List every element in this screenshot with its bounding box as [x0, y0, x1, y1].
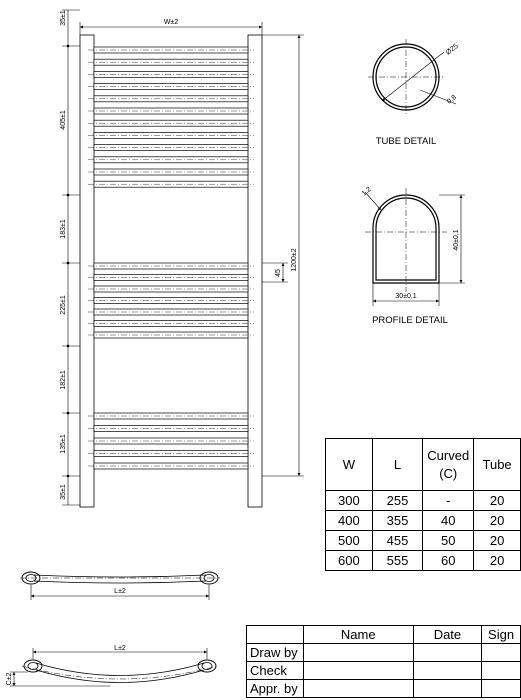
cell: 255 [372, 491, 423, 511]
cell: 20 [474, 531, 521, 551]
curve-dim-text: C±2 [6, 672, 13, 686]
header-tube: Tube [474, 439, 521, 491]
tb-row-label: Check [247, 662, 304, 680]
tb-date-cell[interactable] [413, 662, 481, 680]
cell: 20 [474, 491, 521, 511]
table-row [247, 662, 521, 680]
top-view-length-text: L±2 [114, 588, 126, 595]
table-row [326, 491, 521, 511]
cell: 455 [372, 531, 423, 551]
cell: 20 [474, 511, 521, 531]
spec-header-row [326, 439, 521, 491]
spec-table [325, 438, 521, 571]
header-l: L [372, 439, 423, 491]
front-view [80, 35, 262, 507]
table-row [247, 644, 521, 662]
tb-sign-cell[interactable] [482, 662, 521, 680]
table-row [326, 551, 521, 571]
tb-name-cell[interactable] [303, 680, 413, 698]
tube-detail-title: TUBE DETAIL [375, 136, 437, 147]
dim-135: 135±1 [60, 434, 67, 454]
top-view [20, 572, 220, 600]
dim-35-top: 35±1 [60, 10, 67, 26]
height-dim-text: 1200±2 [291, 248, 298, 272]
cell: 40 [423, 511, 474, 531]
tb-header-date: Date [413, 626, 481, 644]
header-w: W [326, 439, 373, 491]
cell: 555 [372, 551, 423, 571]
tube-wall-text: 0,8 [445, 94, 458, 106]
left-collector [80, 35, 94, 507]
dim-225: 225±1 [60, 295, 67, 315]
tb-header-blank [247, 626, 304, 644]
tube-detail [368, 39, 456, 115]
cell: - [423, 491, 474, 511]
dim-405: 405±1 [60, 110, 67, 130]
table-row [326, 511, 521, 531]
tb-row-label: Appr. by [247, 680, 304, 698]
profile-height-text: 40±0,1 [453, 229, 460, 251]
cell: 20 [474, 551, 521, 571]
profile-width-text: 30±0,1 [395, 293, 417, 300]
tb-header-name: Name [303, 626, 413, 644]
profile-detail [365, 188, 465, 306]
cell: 60 [423, 551, 474, 571]
cell: 400 [326, 511, 373, 531]
tb-name-cell[interactable] [303, 644, 413, 662]
dim-35-bottom: 35±1 [60, 484, 67, 500]
title-block-header [247, 626, 521, 644]
tb-date-cell[interactable] [413, 680, 481, 698]
horizontal-bars [88, 47, 254, 469]
curved-view [10, 648, 218, 686]
cell: 600 [326, 551, 373, 571]
title-block [246, 625, 521, 698]
tb-sign-cell[interactable] [482, 680, 521, 698]
table-row [247, 680, 521, 698]
tb-sign-cell[interactable] [482, 644, 521, 662]
header-curved: Curved (C) [423, 439, 474, 491]
left-chain-dimension [62, 10, 80, 505]
profile-detail-title: PROFILE DETAIL [372, 315, 448, 326]
cell: 300 [326, 491, 373, 511]
bar-spacing-text: 45 [275, 269, 282, 277]
tb-header-sign: Sign [482, 626, 521, 644]
cell: 500 [326, 531, 373, 551]
table-row [326, 531, 521, 551]
right-collector [248, 35, 262, 507]
cell: 50 [423, 531, 474, 551]
tb-name-cell[interactable] [303, 662, 413, 680]
cell: 355 [372, 511, 423, 531]
tube-diameter-text: Ø25 [444, 42, 460, 57]
tb-row-label: Draw by [247, 644, 304, 662]
curved-view-length-text: L±2 [114, 645, 126, 652]
tb-date-cell[interactable] [413, 644, 481, 662]
dim-183: 183±1 [60, 219, 67, 239]
profile-radius-text: 1,2 [360, 185, 373, 198]
dim-182: 182±1 [60, 370, 67, 390]
width-dim-text: W±2 [163, 19, 179, 26]
